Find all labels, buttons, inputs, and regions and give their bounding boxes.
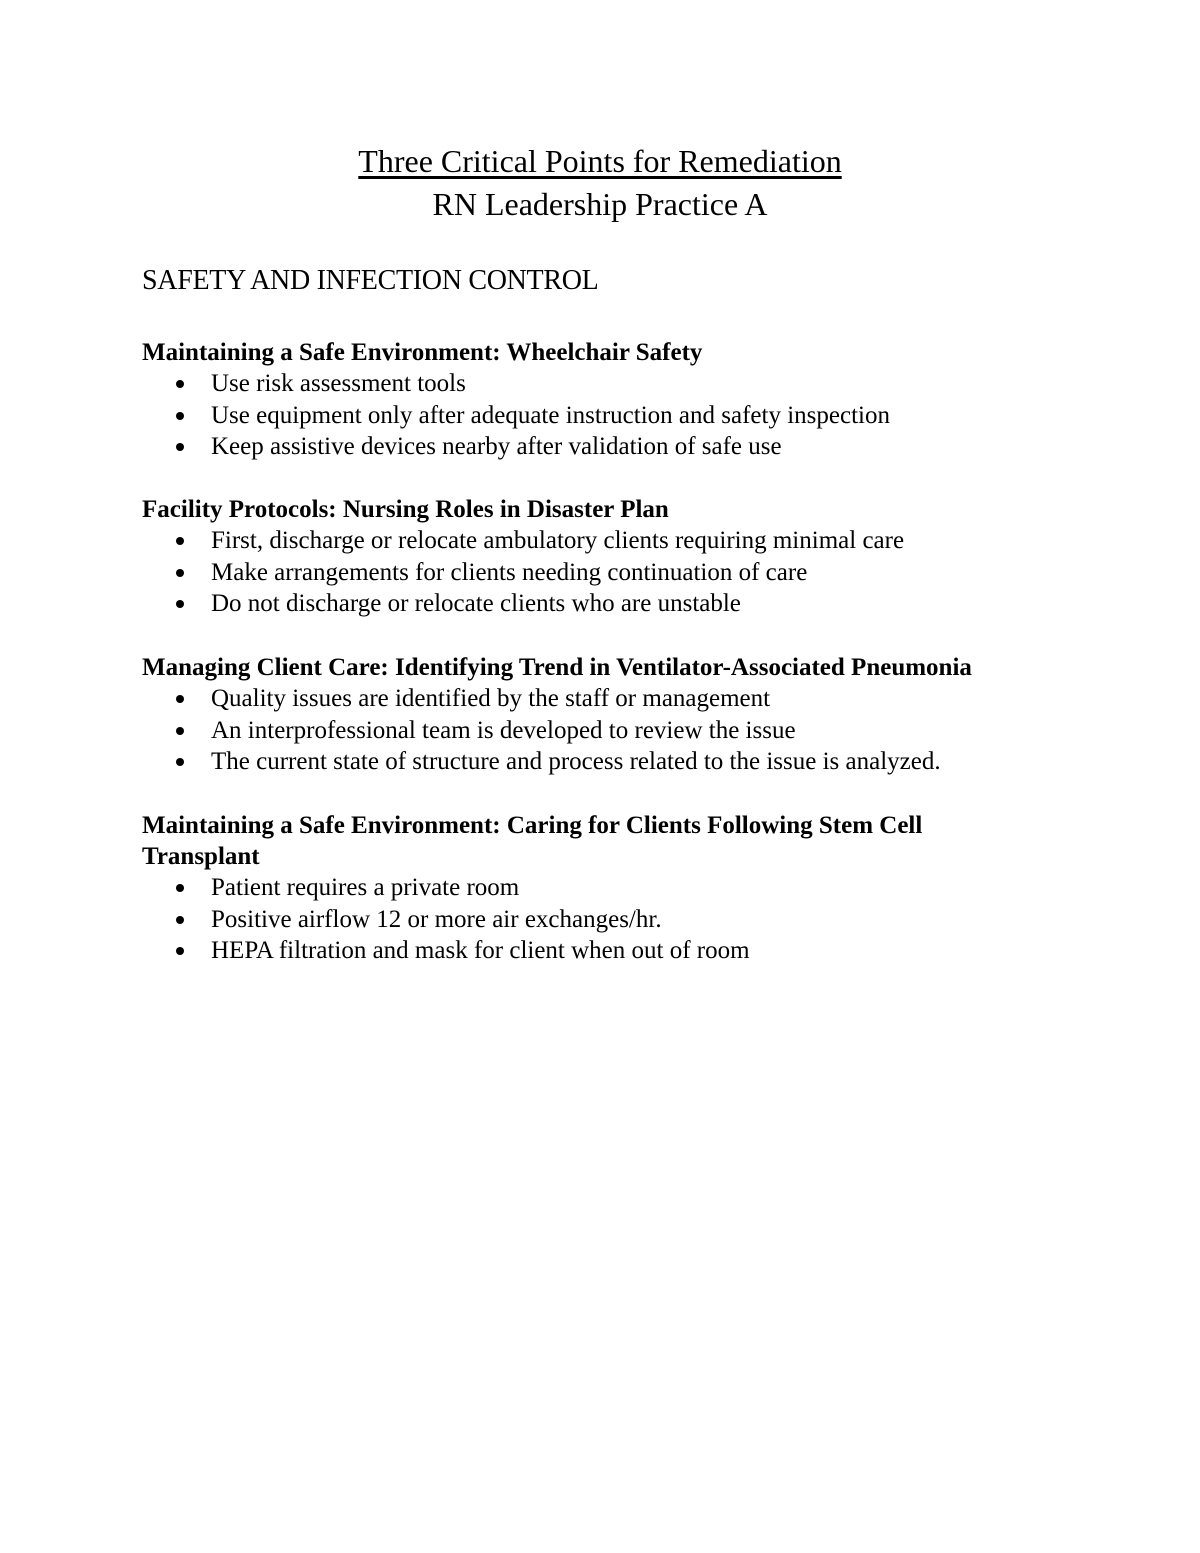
- section-heading: Managing Client Care: Identifying Trend in Ventilator-Associated Pneumonia: [142, 654, 972, 681]
- list-item: [142, 557, 1082, 589]
- list-item: [142, 588, 1082, 620]
- list-item-text: First, discharge or relocate ambulatory clients requiring minimal care: [211, 527, 905, 554]
- list-item: [142, 904, 1022, 936]
- section-ventilator-pneumonia: [142, 652, 1082, 778]
- list-item-text: Use risk assessment tools: [211, 370, 466, 397]
- bullet-list: [142, 872, 1022, 967]
- bullet-icon: [176, 916, 184, 924]
- list-item-text: The current state of structure and process related to the issue is analyzed.: [211, 748, 941, 775]
- list-item: [142, 525, 1082, 557]
- list-item-text: An interprofessional team is developed to review the issue: [211, 716, 796, 744]
- list-item-text: Do not discharge or relocate clients who are unstable: [211, 590, 741, 617]
- bullet-icon: [176, 947, 184, 955]
- bullet-icon: [176, 695, 184, 703]
- category-heading: SAFETY AND INFECTION CONTROL: [142, 265, 599, 296]
- list-item: [142, 368, 1082, 400]
- bullet-icon: [176, 569, 184, 577]
- list-item: [142, 715, 1082, 747]
- section-wheelchair-safety: [142, 337, 1082, 463]
- list-item: [142, 431, 1082, 463]
- list-item-text: Quality issues are identified by the staff or management: [211, 685, 771, 712]
- title-block: [0, 140, 1200, 226]
- bullet-icon: [176, 380, 184, 388]
- section-disaster-plan: [142, 494, 1082, 620]
- list-item-text: Make arrangements for clients needing continuation of care: [211, 558, 808, 586]
- bullet-icon: [176, 412, 184, 420]
- list-item-text: HEPA filtration and mask for client when out of room: [211, 937, 750, 964]
- bullet-icon: [176, 443, 184, 451]
- bullet-icon: [176, 727, 184, 735]
- bullet-list: [142, 525, 1082, 620]
- bullet-list: [142, 368, 1082, 463]
- list-item-text: Use equipment only after adequate instruction and safety inspection: [211, 401, 890, 429]
- list-item: [142, 935, 1022, 967]
- list-item: [142, 746, 1082, 778]
- section-heading: Facility Protocols: Nursing Roles in Disaster Plan: [142, 496, 669, 523]
- section-stem-cell-transplant: [142, 810, 1022, 967]
- list-item: [142, 683, 1082, 715]
- section-heading: Maintaining a Safe Environment: Wheelchair Safety: [142, 339, 703, 366]
- bullet-icon: [176, 600, 184, 608]
- bullet-icon: [176, 884, 184, 892]
- list-item-text: Positive airflow 12 or more air exchanges/hr.: [211, 905, 662, 933]
- bullet-icon: [176, 758, 184, 766]
- list-item-text: Keep assistive devices nearby after validation of safe use: [211, 433, 782, 460]
- section-heading: Maintaining a Safe Environment: Caring for Clients Following Stem Cell Transplant: [142, 812, 923, 870]
- document-title: Three Critical Points for Remediation: [358, 143, 842, 179]
- list-item-text: Patient requires a private room: [211, 874, 520, 901]
- bullet-list: [142, 683, 1082, 778]
- bullet-icon: [176, 537, 184, 545]
- document-subtitle: RN Leadership Practice A: [432, 186, 768, 222]
- list-item: [142, 400, 1082, 432]
- list-item: [142, 872, 1022, 904]
